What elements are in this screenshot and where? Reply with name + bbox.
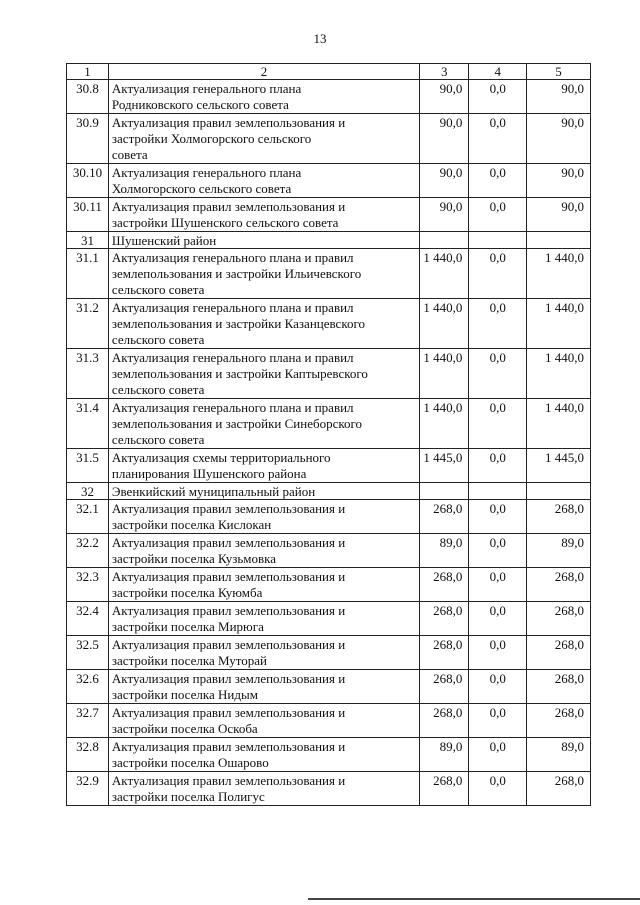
table-row	[67, 670, 591, 704]
row-value-col5: 90,0	[527, 164, 591, 198]
row-value-col4: 0,0	[469, 349, 527, 399]
row-value-col4: 0,0	[469, 738, 527, 772]
table-row	[67, 399, 591, 449]
row-value-col3	[420, 232, 469, 249]
row-value-col5	[527, 483, 591, 500]
table-row	[67, 602, 591, 636]
row-value-col3: 268,0	[420, 704, 469, 738]
row-value-col3: 89,0	[420, 534, 469, 568]
row-value-col4: 0,0	[469, 602, 527, 636]
row-number: 31.2	[67, 299, 109, 349]
row-name: Актуализация генерального плана и правил землепользования и застройки Ильичевского сельского совета	[108, 249, 419, 299]
row-value-col4: 0,0	[469, 449, 527, 483]
table-row	[67, 198, 591, 232]
table-row	[67, 299, 591, 349]
row-name: Актуализация правил землепользования и застройки поселка Оскоба	[108, 704, 419, 738]
row-value-col3: 1 440,0	[420, 349, 469, 399]
bottom-scan-edge	[308, 898, 640, 900]
row-number: 31	[67, 232, 109, 249]
row-number: 32.6	[67, 670, 109, 704]
row-value-col5: 1 440,0	[527, 299, 591, 349]
table-row	[67, 772, 591, 806]
row-value-col4: 0,0	[469, 670, 527, 704]
row-name: Актуализация правил землепользования и застройки поселка Кузьмовка	[108, 534, 419, 568]
row-value-col3: 268,0	[420, 636, 469, 670]
row-number: 32.1	[67, 500, 109, 534]
row-value-col4: 0,0	[469, 636, 527, 670]
row-value-col5: 268,0	[527, 568, 591, 602]
row-value-col5: 268,0	[527, 704, 591, 738]
row-value-col3: 1 445,0	[420, 449, 469, 483]
row-value-col5: 90,0	[527, 114, 591, 164]
row-number: 31.4	[67, 399, 109, 449]
row-value-col4: 0,0	[469, 568, 527, 602]
row-value-col5: 268,0	[527, 772, 591, 806]
table-row	[67, 349, 591, 399]
table-row	[67, 80, 591, 114]
row-value-col4: 0,0	[469, 399, 527, 449]
row-number: 32.8	[67, 738, 109, 772]
row-value-col5: 89,0	[527, 534, 591, 568]
row-name: Актуализация генерального плана Холмогорского сельского совета	[108, 164, 419, 198]
row-value-col3: 1 440,0	[420, 299, 469, 349]
row-number: 32.2	[67, 534, 109, 568]
table-header-row	[67, 64, 591, 80]
row-value-col3: 268,0	[420, 500, 469, 534]
row-name: Актуализация правил землепользования и застройки Холмогорского сельского совета	[108, 114, 419, 164]
row-name: Актуализация правил землепользования и застройки поселка Муторай	[108, 636, 419, 670]
column-header-2: 2	[108, 64, 419, 80]
row-value-col5: 268,0	[527, 602, 591, 636]
row-value-col3: 90,0	[420, 164, 469, 198]
section-row	[67, 483, 591, 500]
column-header-4: 4	[469, 64, 527, 80]
row-value-col4: 0,0	[469, 500, 527, 534]
row-number: 30.11	[67, 198, 109, 232]
row-number: 32	[67, 483, 109, 500]
row-number: 31.1	[67, 249, 109, 299]
table-row	[67, 500, 591, 534]
row-value-col3: 268,0	[420, 772, 469, 806]
table-row	[67, 114, 591, 164]
row-value-col4	[469, 232, 527, 249]
table-row	[67, 534, 591, 568]
budget-table	[66, 63, 591, 806]
row-name: Актуализация правил землепользования и застройки поселка Полигус	[108, 772, 419, 806]
page-number: 13	[313, 31, 327, 46]
row-number: 30.8	[67, 80, 109, 114]
row-name: Актуализация правил землепользования и застройки Шушенского сельского совета	[108, 198, 419, 232]
row-value-col3: 90,0	[420, 114, 469, 164]
row-name: Актуализация правил землепользования и застройки поселка Ошарово	[108, 738, 419, 772]
row-number: 32.3	[67, 568, 109, 602]
row-value-col4: 0,0	[469, 534, 527, 568]
row-value-col5: 1 445,0	[527, 449, 591, 483]
row-value-col5: 90,0	[527, 80, 591, 114]
row-value-col4: 0,0	[469, 164, 527, 198]
row-name: Актуализация генерального плана и правил землепользования и застройки Каптыревского сельского совета	[108, 349, 419, 399]
row-value-col4: 0,0	[469, 299, 527, 349]
row-name: Актуализация схемы территориального планирования Шушенского района	[108, 449, 419, 483]
row-value-col4: 0,0	[469, 80, 527, 114]
row-name: Актуализация правил землепользования и застройки поселка Кислокан	[108, 500, 419, 534]
row-value-col4: 0,0	[469, 198, 527, 232]
table-row	[67, 738, 591, 772]
column-header-1: 1	[67, 64, 109, 80]
row-value-col5: 1 440,0	[527, 349, 591, 399]
row-number: 32.5	[67, 636, 109, 670]
table-row	[67, 704, 591, 738]
row-value-col3: 89,0	[420, 738, 469, 772]
row-value-col5: 1 440,0	[527, 249, 591, 299]
row-value-col4	[469, 483, 527, 500]
table-row	[67, 449, 591, 483]
row-name: Шушенский район	[108, 232, 419, 249]
row-number: 32.4	[67, 602, 109, 636]
row-name: Актуализация генерального плана и правил землепользования и застройки Синеборского сельского совета	[108, 399, 419, 449]
section-row	[67, 232, 591, 249]
column-header-5: 5	[527, 64, 591, 80]
row-number: 32.7	[67, 704, 109, 738]
row-number: 31.3	[67, 349, 109, 399]
row-value-col3: 1 440,0	[420, 399, 469, 449]
row-value-col3: 90,0	[420, 198, 469, 232]
row-value-col4: 0,0	[469, 704, 527, 738]
column-header-3: 3	[420, 64, 469, 80]
row-value-col5: 268,0	[527, 670, 591, 704]
row-number: 30.9	[67, 114, 109, 164]
row-value-col5: 89,0	[527, 738, 591, 772]
row-value-col4: 0,0	[469, 249, 527, 299]
table-row	[67, 568, 591, 602]
row-value-col5: 268,0	[527, 636, 591, 670]
row-name: Актуализация правил землепользования и застройки поселка Нидым	[108, 670, 419, 704]
row-number: 30.10	[67, 164, 109, 198]
row-value-col5: 90,0	[527, 198, 591, 232]
row-name: Актуализация генерального плана Родниковского сельского совета	[108, 80, 419, 114]
row-number: 31.5	[67, 449, 109, 483]
table-row	[67, 249, 591, 299]
table-row	[67, 164, 591, 198]
row-value-col3: 268,0	[420, 602, 469, 636]
row-name: Эвенкийский муниципальный район	[108, 483, 419, 500]
row-value-col4: 0,0	[469, 114, 527, 164]
row-value-col5: 1 440,0	[527, 399, 591, 449]
row-name: Актуализация правил землепользования и застройки поселка Куюмба	[108, 568, 419, 602]
row-value-col3: 268,0	[420, 670, 469, 704]
table-row	[67, 636, 591, 670]
row-value-col5	[527, 232, 591, 249]
row-value-col4: 0,0	[469, 772, 527, 806]
row-value-col3: 268,0	[420, 568, 469, 602]
row-name: Актуализация генерального плана и правил землепользования и застройки Казанцевского сельского совета	[108, 299, 419, 349]
row-value-col3: 90,0	[420, 80, 469, 114]
row-value-col5: 268,0	[527, 500, 591, 534]
row-number: 32.9	[67, 772, 109, 806]
row-value-col3: 1 440,0	[420, 249, 469, 299]
row-value-col3	[420, 483, 469, 500]
row-name: Актуализация правил землепользования и застройки поселка Мирюга	[108, 602, 419, 636]
